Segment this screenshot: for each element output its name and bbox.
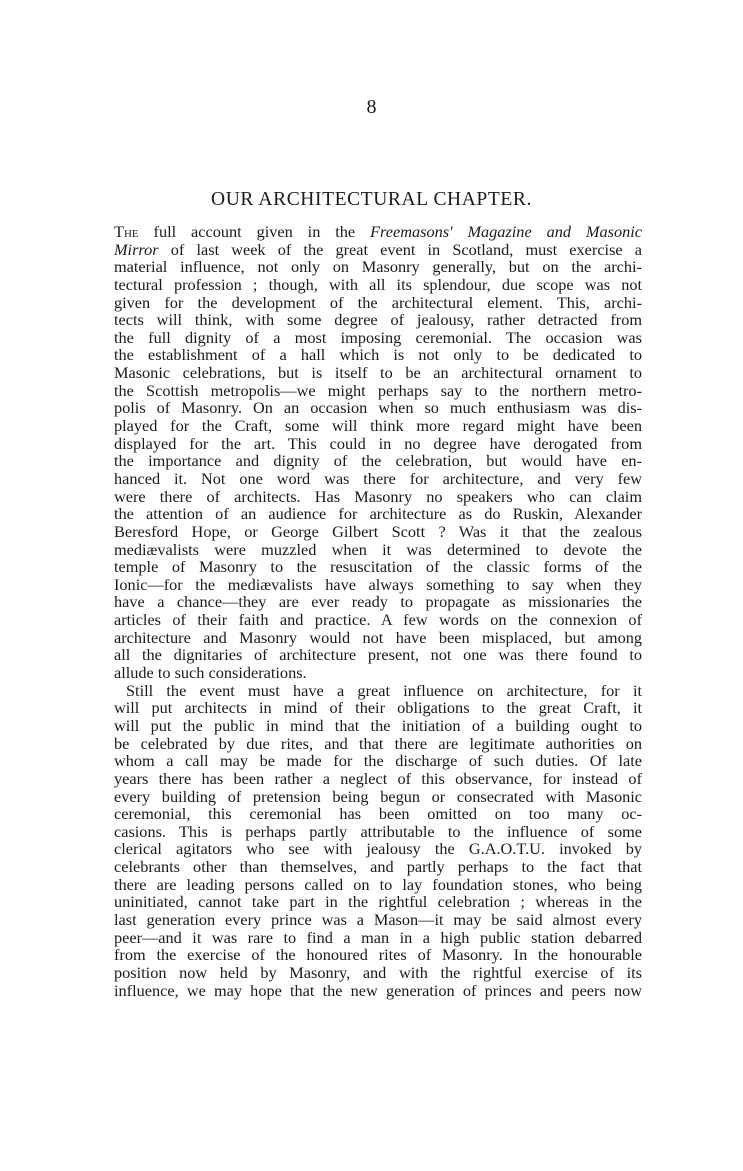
text-line: have a chance—they are ever ready to propagate as missionaries the: [114, 592, 642, 612]
text-line: whom a call may be made for the discharge of such duties. Of late: [114, 751, 642, 771]
text-line: the establishment of a hall which is not only to be dedicated to: [114, 345, 642, 365]
publication-name-cont: Mirror: [114, 239, 159, 259]
text-line: played for the Craft, some will think more regard might have been: [114, 416, 642, 436]
text-line: clerical agitators who see with jealousy the G.A.O.T.U. invoked by: [114, 839, 642, 859]
text-line: last generation every prince was a Mason—it may be said almost every: [114, 909, 642, 929]
text-line: influence, we may hope that the new generation of princes and peers now: [114, 980, 642, 1000]
drop-word: The: [114, 222, 139, 241]
text-line: material influence, not only on Masonry generally, but on the archi-: [114, 257, 642, 277]
text-line: peer—and it was rare to find a man in a high public station debarred: [114, 927, 642, 947]
text-line: were there of architects. Has Masonry no speakers who can claim: [114, 486, 642, 506]
text-line: tects will think, with some degree of jealousy, rather detracted from: [114, 310, 642, 330]
text-line: Ionic—for the mediævalists have always something to say when they: [114, 574, 642, 594]
text-line: casions. This is perhaps partly attributable to the influence of some: [114, 821, 642, 841]
text-line: the attention of an audience for architecture as do Ruskin, Alexander: [114, 504, 642, 524]
text-line: celebrants other than themselves, and partly perhaps to the fact that: [114, 857, 642, 877]
text-line: all the dignitaries of architecture present, not one was there found to: [114, 645, 642, 665]
text-line: mediævalists were muzzled when it was determined to devote the: [114, 539, 642, 559]
text-line: the full dignity of a most imposing ceremonial. The occasion was: [114, 327, 642, 347]
text-line: every building of pretension being begun or consecrated with Masonic: [114, 786, 642, 806]
text-line: from the exercise of the honoured rites of Masonry. In the honourable: [114, 945, 642, 965]
text-line: Masonic celebrations, but is itself to be an architectural ornament to: [114, 363, 642, 383]
text-line: will put the public in mind that the initiation of a building ought to: [114, 715, 642, 735]
paragraph-1-line-1: The full account given in the Freemasons' Magazine and Masonic: [114, 222, 642, 241]
text-line: the importance and dignity of the celebration, but would have en-: [114, 451, 642, 471]
text-line: be celebrated by due rites, and that there are legitimate authorities on: [114, 733, 642, 753]
publication-name: Freemasons' Magazine and Masonic: [370, 222, 642, 241]
text-line: given for the development of the architectural element. This, archi-: [114, 292, 642, 312]
text-line: will put architects in mind of their obligations to the great Craft, it: [114, 698, 642, 718]
text-line: ceremonial, this ceremonial has been omitted on too many oc-: [114, 804, 642, 824]
text-line: Beresford Hope, or George Gilbert Scott ? Was it that the zealous: [114, 521, 642, 541]
text-line: articles of their faith and practice. A few words on the connexion of: [114, 610, 642, 630]
text-line: position now held by Masonry, and with the rightful exercise of its: [114, 962, 642, 982]
text-line: the Scottish metropolis—we might perhaps say to the northern metro-: [114, 380, 642, 400]
text-line: hanced it. Not one word was there for architecture, and very few: [114, 468, 642, 488]
paragraph-1-line-2: Mirror of last week of the great event in Scotland, must exercise a: [114, 239, 642, 259]
text-line: polis of Masonry. On an occasion when so much enthusiasm was dis-: [114, 398, 642, 418]
text-line: temple of Masonry to the resuscitation of the classic forms of the: [114, 557, 642, 577]
chapter-title: OUR ARCHITECTURAL CHAPTER.: [211, 189, 532, 210]
text-line: tectural profession ; though, with all its splendour, due scope was not: [114, 274, 642, 294]
text-line: years there has been rather a neglect of this observance, for instead of: [114, 768, 642, 788]
paragraph-1-last-line: allude to such considerations.: [114, 663, 307, 683]
article-body: [114, 223, 642, 999]
paragraph-2-line-1: Still the event must have a great influence on architecture, for it: [126, 680, 642, 700]
text-line: displayed for the art. This could in no degree have derogated from: [114, 433, 642, 453]
text-line: there are leading persons called on to lay foundation stones, who being: [114, 874, 642, 894]
page-number: 8: [366, 96, 377, 118]
text-line: architecture and Masonry would not have been misplaced, but among: [114, 627, 642, 647]
text-line: uninitiated, cannot take part in the rightful celebration ; whereas in the: [114, 892, 642, 912]
